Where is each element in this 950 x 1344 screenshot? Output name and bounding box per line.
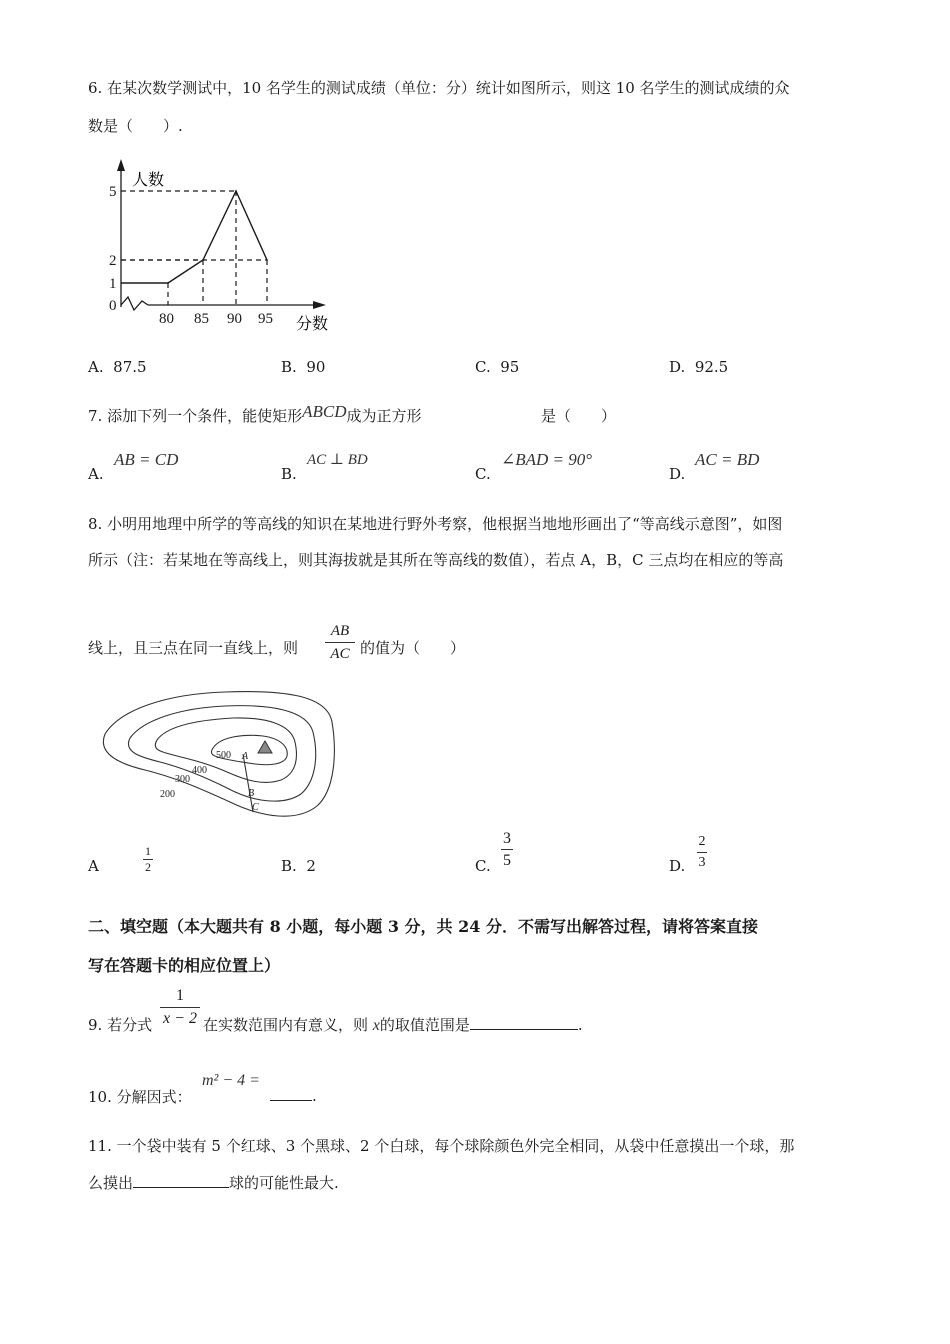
point-label-c: C <box>252 802 259 813</box>
contour-label-200: 200 <box>160 789 175 800</box>
x-tick-label: 90 <box>227 311 242 327</box>
option-letter: D. <box>669 857 686 875</box>
option-letter: B. <box>281 857 297 875</box>
y-tick-label: 5 <box>109 184 117 200</box>
summit-triangle-icon <box>258 741 272 753</box>
q9-middle <box>203 1014 583 1035</box>
contour-label-300: 300 <box>175 774 190 785</box>
q9-end: . <box>577 1016 583 1034</box>
q11-line1: 11. 一个袋中装有 5 个红球、3 个黑球、2 个白球，每个球除颜色外完全相同，从袋中任意摸出一个球，那 <box>88 1137 795 1155</box>
q9-answer-blank[interactable] <box>470 1015 578 1030</box>
option-letter: C. <box>475 465 491 483</box>
data-point <box>235 190 237 192</box>
q9-middle-text: 在实数范围内有意义，则 <box>203 1016 369 1034</box>
x-tick-label: 80 <box>159 311 174 327</box>
x-axis-label: 分数 <box>296 316 329 333</box>
q6-line1: 6. 在某次数学测试中，10 名学生的测试成绩（单位：分）统计如图所示，则这 10 名学生的测试成绩的众 <box>88 79 790 97</box>
x-axis-arrow <box>313 301 326 309</box>
q7-option-d[interactable] <box>669 450 839 486</box>
q9-fraction <box>158 985 202 1030</box>
q9-suffix: 的取值范围是 <box>379 1016 470 1034</box>
option-fraction <box>694 832 710 873</box>
q10-prefix: 10. 分解因式： <box>88 1088 192 1106</box>
y-axis-arrow <box>117 159 125 171</box>
q8-line1: 8. 小明用地理中所学的等高线的知识在某地进行野外考察，他根据当地地形画出了“等高线示意图”，如图 <box>88 515 783 533</box>
option-letter: D. <box>669 465 686 483</box>
q6-option-d[interactable] <box>669 358 728 376</box>
option-math: AC ⊥ BD <box>307 452 368 468</box>
q10-answer <box>270 1086 317 1105</box>
option-letter: B. <box>281 465 297 483</box>
fraction-denominator: AC <box>330 646 350 662</box>
q6-option-b[interactable] <box>281 358 325 376</box>
q8-line3-a: 线上，且三点在同一直线上，则 <box>88 639 299 657</box>
contour-label-500: 500 <box>216 750 231 761</box>
option-letter: C. <box>475 857 491 875</box>
fraction-denominator: x − 2 <box>163 1010 197 1027</box>
q8-option-a[interactable] <box>88 830 268 878</box>
section2-heading-line1: 二、填空题（本大题共有 8 小题，每小题 3 分，共 24 分．不需写出解答过程，请将答案直接 <box>88 917 758 936</box>
q8-option-c[interactable] <box>475 826 655 878</box>
fraction-numerator: AB <box>330 623 350 639</box>
q10-end: . <box>312 1087 317 1105</box>
y-tick-label: 1 <box>109 276 117 292</box>
data-point <box>167 282 169 284</box>
option-text: 90 <box>306 358 326 376</box>
option-math: AB = CD <box>114 450 179 469</box>
option-letter: A. <box>88 358 104 376</box>
data-series-line <box>121 191 267 283</box>
x-tick-label: 95 <box>258 311 273 327</box>
q7-stem-part1: 7. 添加下列一个条件，能使矩形 <box>88 407 303 425</box>
option-fraction <box>140 844 156 875</box>
q8-line3-b: 的值为（ ） <box>360 639 466 657</box>
data-point <box>266 259 268 261</box>
q7-stem-math: ABCD <box>302 402 347 421</box>
q11-line2-end: 球的可能性最大. <box>229 1174 339 1192</box>
option-letter: C. <box>475 358 491 376</box>
fraction-numerator: 1 <box>176 987 184 1004</box>
option-fraction <box>499 828 515 871</box>
fraction-denominator: 3 <box>698 855 706 870</box>
q9-variable: x <box>372 1017 380 1034</box>
point-label-a: A <box>242 751 249 762</box>
y-tick-label: 0 <box>109 298 117 314</box>
q8-contour-map <box>95 682 355 827</box>
option-math: ∠BAD = 90° <box>501 450 593 469</box>
option-text: 95 <box>500 358 520 376</box>
contour-label-400: 400 <box>192 765 207 776</box>
option-text: 92.5 <box>694 358 729 376</box>
axis-break <box>121 297 148 310</box>
q8-option-d[interactable] <box>669 830 849 878</box>
q10-answer-blank[interactable] <box>270 1086 312 1101</box>
q7-stem-part2: 成为正方形 <box>346 407 422 425</box>
q9-prefix: 9. 若分式 <box>88 1016 153 1034</box>
point-label-b: B <box>248 788 255 799</box>
q7-option-c[interactable] <box>475 450 645 486</box>
q11-answer-blank[interactable] <box>133 1173 229 1188</box>
q11-line2-start: 么摸出 <box>88 1174 134 1192</box>
fraction-numerator: 3 <box>503 830 511 847</box>
q6-line2: 数是（ ）. <box>88 117 183 135</box>
x-tick-label: 85 <box>194 311 209 327</box>
section2-heading-line2: 写在答题卡的相应位置上） <box>88 956 281 975</box>
q8-option-b[interactable] <box>281 857 316 875</box>
y-tick-label: 2 <box>109 253 117 269</box>
q11-line2 <box>88 1172 339 1193</box>
fraction-denominator: 2 <box>145 860 151 874</box>
fraction-numerator: 1 <box>145 844 151 858</box>
q7-stem <box>88 402 422 426</box>
option-math: AC = BD <box>695 450 760 469</box>
q10-math: m² − 4 = <box>202 1072 260 1089</box>
option-letter: D. <box>669 358 686 376</box>
q7-option-b[interactable] <box>281 450 451 486</box>
q6-option-a[interactable] <box>88 358 147 376</box>
fraction-denominator: 5 <box>503 852 511 869</box>
q6-option-c[interactable] <box>475 358 519 376</box>
q7-stem-end: 是（ ） <box>541 407 617 425</box>
option-letter: A <box>88 857 99 875</box>
q7-option-a[interactable] <box>88 450 258 486</box>
y-axis-label: 人数 <box>132 172 165 189</box>
q8-line2: 所示（注：若某地在等高线上，则其海拔就是其所在等高线的数值），若点 A，B，C 三点均在相应的等高 <box>88 551 784 569</box>
option-text: 2 <box>306 857 316 875</box>
q8-fraction <box>324 620 356 665</box>
option-letter: B. <box>281 358 297 376</box>
option-letter: A. <box>88 465 104 483</box>
fraction-numerator: 2 <box>698 834 706 849</box>
option-text: 87.5 <box>113 358 147 376</box>
q6-line-chart <box>100 155 340 340</box>
data-point <box>202 259 204 261</box>
